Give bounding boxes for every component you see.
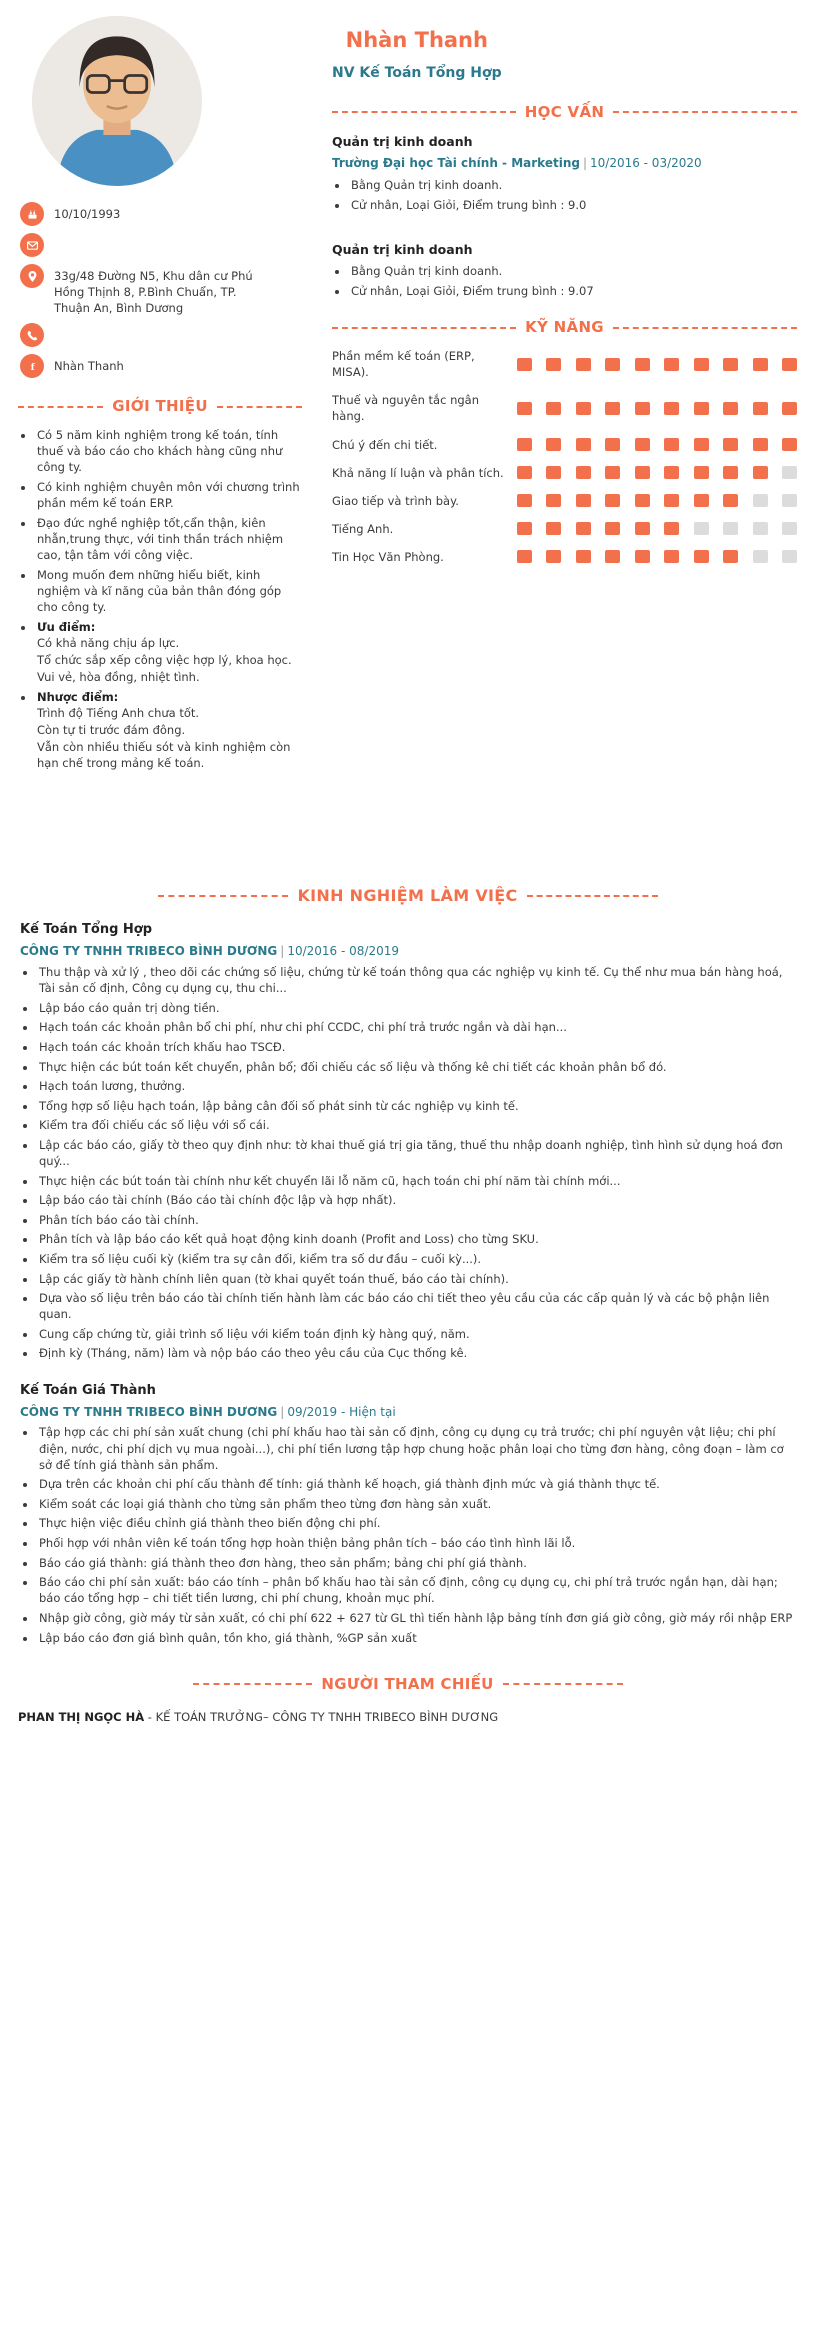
- heading-line: [613, 327, 797, 329]
- profile-photo-illustration: [32, 16, 202, 186]
- job-entry: [20, 1382, 797, 1646]
- skill-rating: [517, 358, 797, 371]
- sub-line: Tổ chức sắp xếp công việc hợp lý, khoa học.: [37, 653, 292, 667]
- skill-square: [576, 402, 591, 415]
- about-heading-label: GIỚI THIỆU: [112, 397, 208, 416]
- bullet-item: • Hạch toán lương, thưởng.: [37, 1078, 797, 1094]
- bullet-item: • Có 5 năm kinh nghiệm trong kế toán, tính thuế và báo cáo cho khách hàng cũng như công ty.: [35, 427, 302, 475]
- skill-square: [576, 358, 591, 371]
- traits-list: [35, 619, 302, 771]
- skill-label: Phần mềm kế toán (ERP, MISA).: [332, 349, 475, 380]
- contact-list: [20, 202, 302, 378]
- skill-square: [605, 402, 620, 415]
- skill-square: [664, 522, 679, 535]
- skill-square: [723, 494, 738, 507]
- separator-pipe: |: [280, 944, 285, 959]
- strengths-label: Ưu điểm:: [37, 619, 96, 634]
- facebook-icon: [20, 354, 44, 378]
- bullet-item: • Hạch toán các khoản phân bổ chi phí, như chi phí CCDC, chi phí trả trước ngắn và dài hạn...: [37, 1019, 797, 1035]
- skill-square: [635, 522, 650, 535]
- education-period: 10/2016 - 03/2020: [590, 156, 702, 171]
- name-block: [332, 26, 502, 84]
- bullet-item: • Lập báo cáo quản trị dòng tiền.: [37, 1000, 797, 1016]
- bullet-item: • Hạch toán các khoản trích khấu hao TSCĐ.: [37, 1039, 797, 1055]
- job-entry: [20, 921, 797, 1361]
- profile-photo: [32, 16, 202, 186]
- heading-line: [332, 111, 516, 113]
- skill-row: [332, 348, 797, 380]
- heading-line: [332, 327, 516, 329]
- skill-square: [517, 402, 532, 415]
- skill-square: [517, 466, 532, 479]
- skill-square: [782, 466, 797, 479]
- skill-square: [635, 466, 650, 479]
- skill-square: [576, 466, 591, 479]
- heading-line: [217, 406, 302, 408]
- heading-line: [158, 895, 289, 897]
- heading-line: [193, 1683, 313, 1685]
- skill-row: [332, 437, 797, 453]
- education-bullets: [349, 177, 797, 213]
- skill-rating: [517, 522, 797, 535]
- education-major: Quản trị kinh doanh: [332, 133, 473, 149]
- skill-row: [332, 493, 797, 509]
- separator-pipe: |: [280, 1404, 285, 1419]
- sub-line: Vui vẻ, hòa đồng, nhiệt tình.: [37, 670, 200, 685]
- skill-square: [546, 494, 561, 507]
- contact-row-address: [20, 264, 302, 316]
- bullet-item: • Có kinh nghiệm chuyên môn với chương trình phần mềm kế toán ERP.: [35, 479, 302, 511]
- skill-rating: [517, 402, 797, 415]
- strengths-lines: [37, 635, 302, 685]
- skill-square: [517, 494, 532, 507]
- skill-square: [546, 550, 561, 563]
- skill-square: [546, 466, 561, 479]
- bullet-item: • Dựa vào số liệu trên báo cáo tài chính tiến hành làm các báo cáo chi tiết theo yêu cầu của các cấp quản lý và các bộ phận liên quan.: [37, 1290, 797, 1322]
- skill-square: [517, 358, 532, 371]
- bullet-item: • Tổng hợp số liệu hạch toán, lập bảng cân đối số phát sinh từ các nghiệp vụ kinh tế.: [37, 1098, 797, 1114]
- skill-square: [576, 550, 591, 563]
- bullet-item: • Lập các báo cáo, giấy tờ theo quy định như: tờ khai thuế giá trị gia tăng, thuế thu nhập doanh nghiệp, tình hình sử dụng hoá đơn quý...: [37, 1137, 797, 1169]
- bullet-item: • Dựa trên các khoản chi phí cấu thành để tính: giá thành kế hoạch, giá thành định mức và giá thành thực tế.: [37, 1476, 797, 1492]
- skills-list: [332, 348, 797, 565]
- skill-square: [753, 358, 768, 371]
- education-entries: [332, 133, 797, 299]
- skill-square: [694, 494, 709, 507]
- skill-row: [332, 549, 797, 565]
- skill-square: [753, 438, 768, 451]
- skill-square: [517, 550, 532, 563]
- job-period: 09/2019 - Hiện tại: [287, 1404, 396, 1419]
- location-icon: [20, 264, 44, 288]
- skill-square: [694, 358, 709, 371]
- svg-text:f: f: [30, 362, 35, 373]
- skill-square: [605, 358, 620, 371]
- contact-row-birthday: [20, 202, 302, 226]
- job-role: Kế Toán Tổng Hợp: [20, 922, 153, 938]
- skill-row: [332, 465, 797, 481]
- skill-square: [635, 438, 650, 451]
- skill-square: [753, 550, 768, 563]
- bullet-item: • Phân tích báo cáo tài chính.: [37, 1212, 797, 1228]
- bullet-item: • Thực hiện việc điều chỉnh giá thành theo biến động chi phí.: [37, 1515, 797, 1531]
- bullet-item: • Nhập giờ công, giờ máy từ sản xuất, có chi phí 622 + 627 từ GL thì tiến hành lập bảng tính đơn giá giờ công, giờ máy rồi nhập ERP: [37, 1610, 797, 1626]
- bullet-item: • Bằng Quản trị kinh doanh.: [349, 263, 797, 279]
- weaknesses-lines: [37, 705, 302, 771]
- skill-square: [723, 466, 738, 479]
- sub-line: Có khả năng chịu áp lực.: [37, 635, 180, 650]
- skill-square: [635, 358, 650, 371]
- skills-heading-label: KỸ NĂNG: [525, 318, 604, 337]
- education-entry: [332, 241, 797, 299]
- skill-square: [635, 550, 650, 563]
- bullet-item: • Tập hợp các chi phí sản xuất chung (chi phí khấu hao tài sản cố định, công cụ dụng cụ trả trước; chi phí nguyên vật liệu; chi phí điện, nước, chi phí dịch vụ mua ngoài...), chi phí tiền lương tập hợp chung hoặc phân loại cho từng đơn hàng, công đoạn – làm cơ sở để tính giá thành sản phẩm.: [37, 1424, 797, 1472]
- strengths-item: [35, 619, 302, 685]
- education-school: Trường Đại học Tài chính - Marketing: [332, 156, 580, 171]
- skill-square: [782, 550, 797, 563]
- bullet-item: • Thực hiện các bút toán tài chính như kết chuyển lãi lỗ năm cũ, hạch toán chi phí năm tài chính mới...: [37, 1173, 797, 1189]
- address-value: 33g/48 Đường N5, Khu dân cư Phú Hồng Thịnh 8, P.Bình Chuẩn, TP. Thuận An, Bình Dương: [54, 269, 253, 316]
- skill-square: [723, 550, 738, 563]
- heading-line: [503, 1683, 623, 1685]
- bullet-item: • Cử nhân, Loại Giỏi, Điểm trung bình : 9.07: [349, 283, 797, 299]
- bullet-item: • Lập báo cáo đơn giá bình quân, tồn kho, giá thành, %GP sản xuất: [37, 1630, 797, 1646]
- skill-square: [782, 522, 797, 535]
- skill-square: [664, 466, 679, 479]
- skill-square: [694, 402, 709, 415]
- skill-square: [605, 550, 620, 563]
- company-name: CÔNG TY TNHH TRIBECO BÌNH DƯƠNG: [20, 944, 278, 959]
- skill-square: [753, 522, 768, 535]
- bullet-item: • Lập các giấy tờ hành chính liên quan (tờ khai quyết toán thuế, báo cáo tài chính).: [37, 1271, 797, 1287]
- skill-square: [605, 466, 620, 479]
- bullet-item: • Kiểm soát các loại giá thành cho từng sản phẩm theo từng đơn hàng sản xuất.: [37, 1496, 797, 1512]
- contact-row-phone: [20, 323, 302, 347]
- job-entries: [18, 921, 797, 1646]
- education-school-line: [332, 155, 797, 172]
- candidate-title: NV Kế Toán Tổng Hợp: [332, 65, 502, 82]
- two-column-area: [18, 14, 797, 775]
- bullet-item: • Thực hiện các bút toán kết chuyển, phân bổ; đối chiếu các số liệu và thống kê chi tiết các khoản phân bổ đó.: [37, 1059, 797, 1075]
- bullet-item: • Phối hợp với nhân viên kế toán tổng hợp hoàn thiện bảng phân tích – báo cáo tình hình lãi lỗ.: [37, 1535, 797, 1551]
- skills-heading: [332, 317, 797, 338]
- skill-row: [332, 521, 797, 537]
- skill-square: [664, 358, 679, 371]
- birthday-icon: [20, 202, 44, 226]
- skill-square: [694, 466, 709, 479]
- job-company-line: [20, 943, 797, 960]
- skill-square: [605, 522, 620, 535]
- skill-label: Thuế và nguyên tắc ngân hàng.: [332, 393, 480, 424]
- education-bullets: [349, 263, 797, 299]
- sub-line: Còn tự ti trước đám đông.: [37, 722, 186, 737]
- skill-square: [782, 438, 797, 451]
- skill-square: [782, 494, 797, 507]
- right-column: [314, 14, 797, 775]
- weaknesses-item: [35, 689, 302, 771]
- skill-square: [546, 438, 561, 451]
- skill-label: Tin Học Văn Phòng.: [332, 549, 444, 564]
- skill-square: [723, 358, 738, 371]
- heading-line: [527, 895, 658, 897]
- skill-rating: [517, 466, 797, 479]
- phone-icon: [20, 323, 44, 347]
- birthday-value: 10/10/1993: [54, 207, 121, 221]
- skill-square: [605, 438, 620, 451]
- reference-line: [18, 1709, 797, 1725]
- about-heading: [18, 396, 302, 417]
- bullet-item: • Cử nhân, Loại Giỏi, Điểm trung bình : 9.0: [349, 197, 797, 213]
- skill-square: [664, 550, 679, 563]
- bullet-item: • Bằng Quản trị kinh doanh.: [349, 177, 797, 193]
- references-heading-label: NGƯỜI THAM CHIẾU: [321, 1674, 494, 1693]
- skill-label: Tiếng Anh.: [332, 521, 394, 536]
- skill-rating: [517, 550, 797, 563]
- company-name: CÔNG TY TNHH TRIBECO BÌNH DƯƠNG: [20, 1404, 278, 1419]
- separator-pipe: |: [582, 156, 587, 171]
- skill-square: [694, 438, 709, 451]
- contact-row-facebook: [20, 354, 302, 378]
- references-heading: [193, 1674, 623, 1695]
- skill-label: Chú ý đến chi tiết.: [332, 437, 438, 452]
- job-bullets: [37, 1424, 797, 1645]
- bullet-item: • Kiểm tra số liệu cuối kỳ (kiểm tra sự cân đối, kiểm tra số dư đầu – cuối kỳ...).: [37, 1251, 797, 1267]
- sub-line: Trình độ Tiếng Anh chưa tốt.: [37, 705, 200, 720]
- heading-line: [613, 111, 797, 113]
- contact-row-email: [20, 233, 302, 257]
- skill-row: [332, 392, 797, 424]
- skill-label: Khả năng lí luận và phân tích.: [332, 465, 504, 480]
- skill-square: [694, 550, 709, 563]
- skill-square: [576, 494, 591, 507]
- reference-detail: - KẾ TOÁN TRƯỞNG– CÔNG TY TNHH TRIBECO BÌNH DƯƠNG: [147, 1709, 499, 1724]
- skill-square: [753, 466, 768, 479]
- heading-line: [18, 406, 103, 408]
- skill-square: [517, 438, 532, 451]
- bullet-item: • Lập báo cáo tài chính (Báo cáo tài chính độc lập và hợp nhất).: [37, 1192, 797, 1208]
- skill-square: [664, 438, 679, 451]
- job-role: Kế Toán Giá Thành: [20, 1382, 156, 1398]
- skill-square: [753, 402, 768, 415]
- job-bullets: [37, 964, 797, 1361]
- skill-square: [723, 402, 738, 415]
- skill-square: [723, 438, 738, 451]
- skill-square: [546, 358, 561, 371]
- bullet-item: • Báo cáo giá thành: giá thành theo đơn hàng, theo sản phẩm; bảng chi phí giá thành.: [37, 1555, 797, 1571]
- skill-square: [753, 494, 768, 507]
- sub-line: Vẫn còn nhiều thiếu sót và kinh nghiệm còn hạn chế trong mảng kế toán.: [37, 739, 291, 771]
- weaknesses-label: Nhược điểm:: [37, 689, 119, 704]
- bullet-item: • Kiểm tra đối chiếu các số liệu với sổ cái.: [37, 1117, 797, 1133]
- experience-heading: [158, 885, 658, 907]
- skill-square: [694, 522, 709, 535]
- skill-square: [782, 358, 797, 371]
- skill-square: [517, 522, 532, 535]
- candidate-name: Nhàn Thanh: [345, 28, 488, 52]
- left-column: [18, 14, 314, 775]
- skill-square: [782, 402, 797, 415]
- skill-square: [635, 494, 650, 507]
- about-list: [35, 427, 302, 615]
- bullet-item: • Thu thập và xử lý , theo dõi các chứng số liệu, chứng từ kế toán thông qua các nghiệp vụ kinh tế. Cụ thể như mua bán hàng hoá, Tài sản cố định, Công cụ dụng cụ, thu chi...: [37, 964, 797, 996]
- education-heading-label: HỌC VẤN: [524, 102, 605, 121]
- skill-square: [576, 522, 591, 535]
- bullet-item: • Đạo đức nghề nghiệp tốt,cẩn thận, kiên nhẫn,trung thực, với tinh thần trách nhiệm cao, tận tâm với công việc.: [35, 515, 302, 563]
- skill-square: [635, 402, 650, 415]
- education-entry: [332, 133, 797, 213]
- skill-square: [664, 402, 679, 415]
- education-major: Quản trị kinh doanh: [332, 241, 473, 257]
- bullet-item: • Mong muốn đem những hiểu biết, kinh nghiệm và kĩ năng của bản thân đóng góp cho công ty.: [35, 567, 302, 615]
- skill-square: [546, 522, 561, 535]
- skill-label: Giao tiếp và trình bày.: [332, 493, 459, 508]
- skill-square: [546, 402, 561, 415]
- skill-square: [723, 522, 738, 535]
- job-company-line: [20, 1404, 797, 1421]
- education-heading: [332, 102, 797, 123]
- skill-rating: [517, 438, 797, 451]
- bullet-item: • Báo cáo chi phí sản xuất: báo cáo tính – phân bổ khấu hao tài sản cố định, công cụ dụng cụ, chi phí trả trước ngắn hạn, dài hạn; báo cáo tổng hợp – chi tiết tiền lương, chi phí chung, khoản mục phí.: [37, 1574, 797, 1606]
- job-period: 10/2016 - 08/2019: [287, 944, 399, 959]
- skill-square: [664, 494, 679, 507]
- experience-heading-label: KINH NGHIỆM LÀM VIỆC: [297, 885, 518, 905]
- bullet-item: • Phân tích và lập báo cáo kết quả hoạt động kinh doanh (Profit and Loss) cho từng SKU.: [37, 1231, 797, 1247]
- reference-name: PHAN THỊ NGỌC HÀ: [18, 1709, 145, 1724]
- skill-square: [605, 494, 620, 507]
- skill-rating: [517, 494, 797, 507]
- bullet-item: • Cung cấp chứng từ, giải trình số liệu với kiểm toán định kỳ hàng quý, năm.: [37, 1326, 797, 1342]
- skill-square: [576, 438, 591, 451]
- bullet-item: • Định kỳ (Tháng, năm) làm và nộp báo cáo theo yêu cầu của Cục thống kê.: [37, 1345, 797, 1361]
- email-icon: [20, 233, 44, 257]
- facebook-value: Nhàn Thanh: [54, 359, 124, 374]
